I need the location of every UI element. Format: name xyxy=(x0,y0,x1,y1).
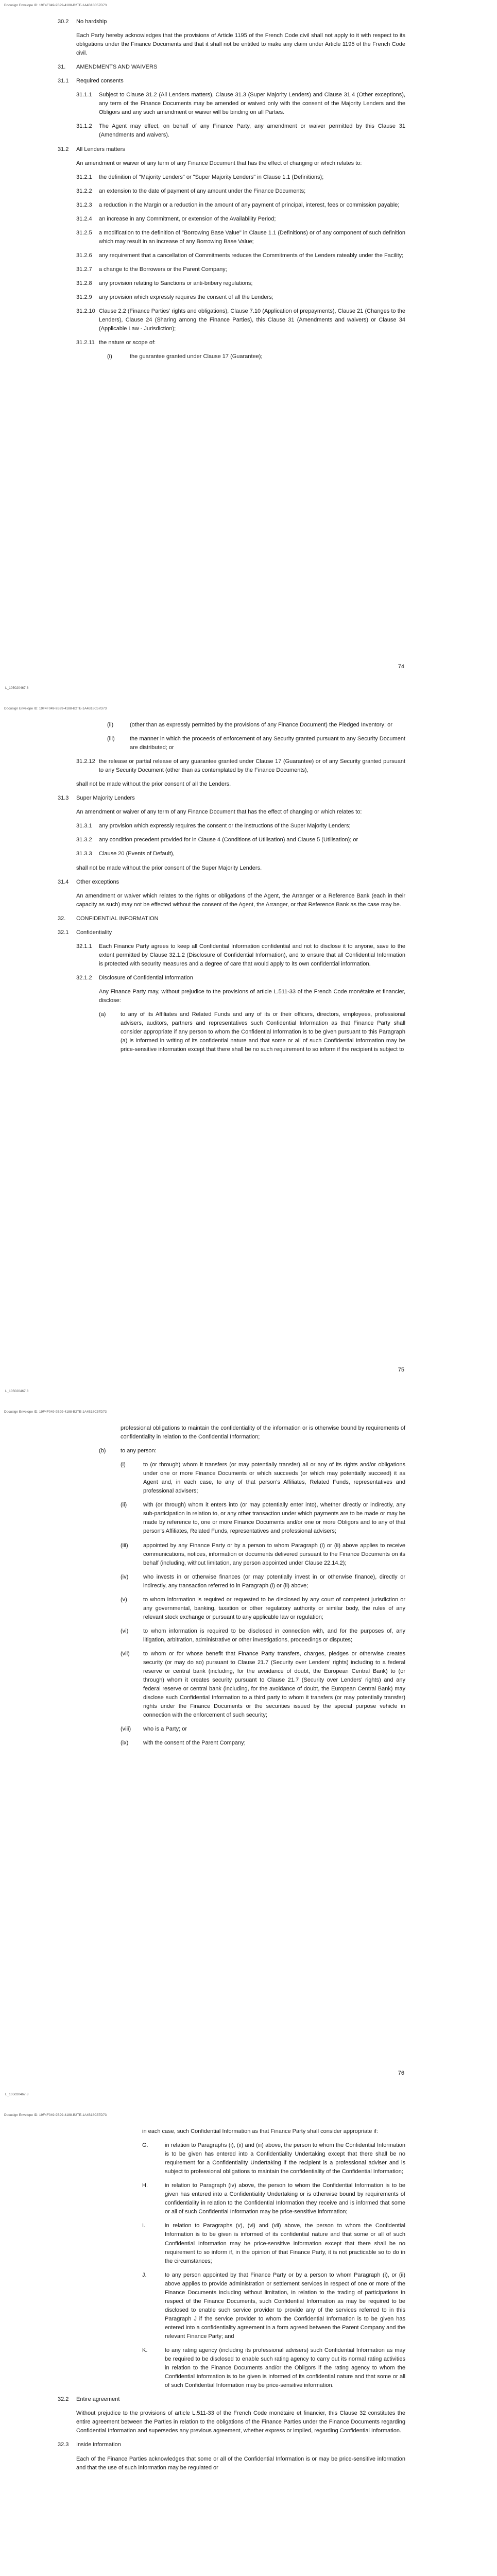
clause-number: (i) xyxy=(107,353,112,360)
clause-text: to whom information is required to be disclosed in connection with, and for the purposes of, any litigation, arbitration, administrative or other investigations, proceedings or disputes; xyxy=(143,1628,405,1643)
clause-text: Disclosure of Confidential Information xyxy=(99,974,193,981)
clause-number: 31.1 xyxy=(58,78,69,84)
clause-number: 32.1 xyxy=(58,929,69,936)
clause-number: (iv) xyxy=(121,1573,129,1580)
document-reference: L_105020467.8 xyxy=(5,686,29,690)
clause-text: Clause 20 (Events of Default), xyxy=(99,851,175,857)
sub-clause xyxy=(58,942,405,969)
clause-text: the definition of "Majority Lenders" or "Super Majority Lenders" in Clause 1.1 (Definitions); xyxy=(99,174,324,180)
clause-number: G. xyxy=(142,2142,148,2149)
clause-title: Confidentiality xyxy=(76,929,112,936)
list-item xyxy=(58,1596,405,1622)
clause-text: any requirement that a cancellation of Commitments reduces the Commitments of the Lenders rateably under the Facility; xyxy=(99,252,404,259)
clause-title: Other exceptions xyxy=(76,878,119,885)
clause-number: (ii) xyxy=(121,1502,127,1509)
clause-heading xyxy=(58,145,405,154)
clause-number: (iii) xyxy=(121,1542,128,1549)
page-content xyxy=(58,2127,405,2478)
clause-text: any condition precedent provided for in Clause 4 (Conditions of Utilisation) and Clause 5 (Utilisation); or xyxy=(99,837,358,843)
paragraph: professional obligations to maintain the confidentiality of the information or is otherwise bound by requirements of confidentiality in relation to the Confidential Information; xyxy=(121,1425,405,1440)
clause-heading xyxy=(58,928,405,937)
clause-text: any provision which expressly requires the consent of all the Lenders; xyxy=(99,294,273,301)
clause-heading xyxy=(58,914,405,923)
clause-title: Inside information xyxy=(76,2442,121,2448)
envelope-id: Docusign Envelope ID: 19F4F049-9B99-4188-B2TE-1A4B18C57D73 xyxy=(4,4,107,7)
clause-text: to any person: xyxy=(121,1448,157,1454)
page-number: 74 xyxy=(398,663,404,670)
clause-text: an extension to the date of payment of any amount under the Finance Documents; xyxy=(99,188,306,194)
page-content xyxy=(58,721,405,1059)
clause-title: CONFIDENTIAL INFORMATION xyxy=(76,915,159,922)
clause-number: 31.2.9 xyxy=(76,294,92,301)
clause-text: Clause 2.2 (Finance Parties' rights and obligations), Clause 7.10 (Application of prepayments), Clause 21 (Changes to the Lenders), Clause 24 (Sharing among the Finance Parties), this Clause 31 (Amendments and waivers) or Clause 34 (Applicable Law - Jurisdiction); xyxy=(99,308,405,332)
page-number: 75 xyxy=(398,1366,404,1373)
paragraph: Without prejudice to the provisions of article L.511-33 of the French Code monétaire et financier, this Clause 32 constitutes the entire agreement between the Parties in relation to the obligations of the Finance Parties under the Finance Documents regarding Confidential Information and supersedes any previous agreement, whether express or implied, regarding Confidential Information. xyxy=(76,2410,405,2434)
list-item xyxy=(58,2346,405,2390)
list-item xyxy=(58,1725,405,1734)
clause-number: 31.2.5 xyxy=(76,229,92,236)
clause-number: 31.3.3 xyxy=(76,851,92,857)
list-item xyxy=(58,251,405,260)
clause-heading xyxy=(58,63,405,72)
paragraph: Each of the Finance Parties acknowledges that some or all of the Confidential Information is or may be price-sensitive information and that the use of such information may be regulated or xyxy=(76,2455,405,2471)
clause-number: 31.2.11 xyxy=(76,340,95,346)
paragraph: An amendment or waiver of any term of any Finance Document that has the effect of changing or which relates to: xyxy=(76,160,362,166)
clause-heading xyxy=(58,794,405,803)
list-item xyxy=(58,279,405,288)
clause-number: (ii) xyxy=(107,722,114,728)
list-item xyxy=(58,757,405,775)
clause-text: the guarantee granted under Clause 17 (Guarantee); xyxy=(130,353,263,360)
list-item xyxy=(58,1461,405,1496)
clause-number: H. xyxy=(142,2182,148,2189)
clause-text: a reduction in the Margin or a reduction in the amount of any payment of principal, interest, fees or commission payable; xyxy=(99,201,400,208)
clause-number: 31.2.12 xyxy=(76,758,95,765)
list-item xyxy=(58,201,405,210)
list-item xyxy=(58,265,405,274)
paragraph: shall not be made without the prior consent of the Super Majority Lenders. xyxy=(76,865,262,871)
list-item xyxy=(58,721,405,730)
clause-number: (vi) xyxy=(121,1628,129,1634)
clause-number: K. xyxy=(142,2347,148,2354)
clause-number: 31.2.4 xyxy=(76,215,92,222)
clause-text: any provision relating to Sanctions or anti-bribery regulations; xyxy=(99,280,253,286)
clause-title: Super Majority Lenders xyxy=(76,795,135,802)
clause-number: 31.2 xyxy=(58,146,69,152)
clause-number: 31.2.1 xyxy=(76,174,92,180)
envelope-id: Docusign Envelope ID: 19F4F049-9B99-4188-B2TE-1A4B18C57D73 xyxy=(4,2113,107,2117)
clause-title: AMENDMENTS AND WAIVERS xyxy=(76,64,158,71)
clause-text: the release or partial release of any guarantee granted under Clause 17 (Guarantee) or of any Security granted pursuant to any Security Document (other than as contemplated by the Finance Documents), xyxy=(99,758,405,774)
clause-text: The Agent may effect, on behalf of any Finance Party, any amendment or waiver permitted by this Clause 31 (Amendments and waivers). xyxy=(99,123,405,139)
paragraph: An amendment or waiver of any term of any Finance Document that has the effect of changing or which relates to: xyxy=(76,809,362,816)
list-item xyxy=(58,2271,405,2341)
clause-text: Each Finance Party agrees to keep all Confidential Information confidential and not to disclose it to anyone, save to the extent permitted by Clause 32.1.2 (Disclosure of Confidential Information), and to ensure that all Confidential Information is protected with security measures and a degree of care that would apply to its own confidential information. xyxy=(99,943,405,967)
document-reference: L_105020467.8 xyxy=(5,2092,29,2096)
clause-text: an increase in any Commitment, or extension of the Availability Period; xyxy=(99,215,276,222)
list-item xyxy=(58,1739,405,1748)
clause-number: 32.1.1 xyxy=(76,943,92,950)
list-item xyxy=(58,2141,405,2176)
document-page xyxy=(0,703,497,1406)
list-item xyxy=(58,1447,405,1455)
clause-title: Entire agreement xyxy=(76,2396,120,2403)
clause-text: to (or through) whom it transfers (or may potentially transfer) all or any of its rights and/or obligations under one or more Finance Documents or which succeeds (or which may potentially succeed) it as Agent and, in each case, to any of that person's Affiliates, Related Funds, representatives and professional advisers; xyxy=(143,1462,405,1495)
clause-text: to any person appointed by that Finance Party or by a person to whom Paragraph (i), or (ii) above applies to provide administration or settlement services in respect of one or more of the Finance Documents including without limitation, in relation to the trading of participations in respect of the Finance Documents, such Confidential Information as may be required to be disclosed to enable such service provider to provide any of the services referred to in this Paragraph J if the service provider to whom the Confidential Information is to be given has entered into a confidentiality agreement in a form agreed between the Parent Company and the relevant Finance Party; and xyxy=(165,2272,405,2340)
clause-text: to whom information is required or requested to be disclosed by any court of competent jurisdiction or any governmental, banking, taxation or other regulatory authority or similar body, the rules of any relevant stock exchange or pursuant to any applicable law or regulation; xyxy=(143,1596,405,1620)
clause-number: (i) xyxy=(121,1462,126,1468)
clause-number: 31.2.3 xyxy=(76,201,92,208)
list-item xyxy=(58,307,405,333)
list-item xyxy=(58,1627,405,1645)
document-reference: L_105020467.8 xyxy=(5,1389,29,1393)
clause-title: No hardship xyxy=(76,19,107,25)
clause-number: (ix) xyxy=(121,1740,129,1747)
clause-number: J. xyxy=(142,2272,147,2278)
list-item xyxy=(58,1573,405,1590)
clause-number: 31. xyxy=(58,64,66,71)
clause-number: 31.3 xyxy=(58,795,69,802)
clause-heading xyxy=(58,18,405,26)
list-item xyxy=(58,2181,405,2216)
list-item xyxy=(58,822,405,831)
paragraph: Each Party hereby acknowledges that the provisions of Article 1195 of the French Code civil shall not apply to it with respect to its obligations under the Finance Documents and that it shall not be entitled to make any claim under Article 1195 of the French Code civil. xyxy=(76,32,405,57)
clause-number: 30.2 xyxy=(58,19,69,25)
clause-number: 31.1.1 xyxy=(76,92,92,98)
clause-number: (iii) xyxy=(107,736,115,742)
list-item xyxy=(58,293,405,302)
clause-number: 31.2.7 xyxy=(76,266,92,273)
clause-text: in relation to Paragraphs (i), (ii) and (iii) above, the person to whom the Confidential Information is to be given has entered into a Confidentiality Undertaking except that there shall be no requirement for a Confidentiality Undertaking if the recipient is a professional adviser and is subject to professional obligations to maintain the confidentiality of the Confidential Information; xyxy=(165,2142,405,2175)
clause-number: (viii) xyxy=(121,1726,131,1733)
sub-clause xyxy=(58,122,405,140)
list-item xyxy=(58,229,405,246)
clause-number: (a) xyxy=(99,1011,106,1018)
list-item xyxy=(58,1501,405,1536)
clause-number: 31.2.8 xyxy=(76,280,92,286)
clause-text: with (or through) whom it enters into (or may potentially enter into), whether directly or indirectly, any sub-participation in relation to, or any other transaction under which payments are to be made or may be made by reference to, one or more Finance Documents and/or one or more Obligors and to any of that person's Affiliates, Related Funds, representatives and professional advisers; xyxy=(143,1502,405,1535)
list-item xyxy=(58,735,405,752)
clause-text: who invests in or otherwise finances (or may potentially invest in or otherwise finance), directly or indirectly, any transaction referred to in Paragraph (i) or (ii) above; xyxy=(143,1573,405,1589)
clause-number: 31.3.1 xyxy=(76,823,92,829)
clause-text: with the consent of the Parent Company; xyxy=(143,1740,246,1747)
clause-text: a change to the Borrowers or the Parent Company; xyxy=(99,266,227,273)
clause-heading xyxy=(58,2395,405,2404)
envelope-id: Docusign Envelope ID: 19F4F049-9B99-4188-B2TE-1A4B18C57D73 xyxy=(4,1410,107,1414)
clause-number: 32.1.2 xyxy=(76,974,92,981)
document-page xyxy=(0,0,497,703)
clause-number: 32. xyxy=(58,915,66,922)
clause-number: (vii) xyxy=(121,1650,130,1657)
clause-text: who is a Party; or xyxy=(143,1726,187,1733)
clause-heading xyxy=(58,2441,405,2449)
clause-heading xyxy=(58,77,405,86)
list-item xyxy=(58,1650,405,1720)
list-item xyxy=(58,836,405,844)
clause-heading xyxy=(58,878,405,887)
sub-clause xyxy=(58,91,405,117)
list-item xyxy=(58,173,405,182)
clause-number: 32.3 xyxy=(58,2442,69,2448)
list-item xyxy=(58,338,405,347)
clause-text: Subject to Clause 31.2 (All Lenders matters), Clause 31.3 (Super Majority Lenders) and Clause 31.4 (Other exceptions), any term of the Finance Documents may be amended or waived only with the consent of the Majority Lenders and the Obligors and any such amendment or waiver will be binding on all Parties. xyxy=(99,92,405,116)
clause-number: (v) xyxy=(121,1596,127,1603)
clause-number: (b) xyxy=(99,1448,106,1454)
clause-text: to any of its Affiliates and Related Funds and any of its or their officers, directors, employees, professional advisers, auditors, partners and representatives such Confidential Information as that Finance Party shall consider appropriate if any person to whom the Confidential Information is to be given pursuant to this Paragraph (a) is informed in writing of its confidential nature and that some or all of such Confidential Information may be price-sensitive information except that there shall be no such requirement to so inform if the recipient is subject to xyxy=(121,1011,405,1053)
clause-number: I. xyxy=(142,2223,146,2229)
list-item xyxy=(58,187,405,196)
clause-text: appointed by any Finance Party or by a person to whom Paragraph (i) or (ii) above applies to receive communications, notices, information or documents delivered pursuant to the Finance Documents on its behalf (including, without limitation, any person appointed under Clause 22.14.2); xyxy=(143,1542,405,1566)
page-content xyxy=(58,18,405,366)
clause-text: the nature or scope of: xyxy=(99,340,156,346)
list-item xyxy=(58,215,405,224)
paragraph: in each case, such Confidential Information as that Finance Party shall consider appropriate if: xyxy=(142,2128,378,2134)
page-number: 76 xyxy=(398,2070,404,2076)
clause-text: to whom or for whose benefit that Finance Party transfers, charges, pledges or otherwise creates security (or may do so) pursuant to Clause 21.7 (Security over Lenders' rights) including to a federal reserve or central bank (including, for the avoidance of doubt, the European Central Bank) to (or through) whom it creates security pursuant to Clause 21.7 (Security over Lenders' rights) and any federal reserve or central bank (including, for the avoidance of doubt, the European Central Bank) may disclose such Confidential Information to a third party to whom it transfers (or may potentially transfer) rights under the Finance Documents or the securities issued by the special purpose vehicle in connection with the enforcement of such security; xyxy=(143,1650,405,1719)
clause-title: Required consents xyxy=(76,78,124,84)
paragraph: Any Finance Party may, without prejudice to the provisions of article L.511-33 of the French Code monétaire et financier, disclose: xyxy=(99,988,405,1004)
clause-text: a modification to the definition of "Borrowing Base Value" in Clause 1.1 (Definitions) or of any component of such definition which may result in an increase of any Borrowing Base Value; xyxy=(99,229,405,245)
list-item xyxy=(58,352,405,361)
page-content xyxy=(58,1424,405,1753)
list-item xyxy=(58,1010,405,1054)
clause-number: 32.2 xyxy=(58,2396,69,2403)
clause-text: the manner in which the proceeds of enforcement of any Security granted pursuant to any Security Document are distributed; or xyxy=(130,736,405,751)
clause-number: 31.3.2 xyxy=(76,837,92,843)
clause-number: 31.2.6 xyxy=(76,252,92,259)
paragraph: An amendment or waiver which relates to the rights or obligations of the Agent, the Arranger or a Reference Bank (each in their capacity as such) may not be effected without the consent of the Agent, the Arranger, or that Reference Bank as the case may be. xyxy=(76,892,405,908)
envelope-id: Docusign Envelope ID: 19F4F049-9B99-4188-B2TE-1A4B18C57D73 xyxy=(4,707,107,710)
list-item xyxy=(58,850,405,858)
list-item xyxy=(58,2222,405,2265)
list-item xyxy=(58,1541,405,1568)
clause-number: 31.2.2 xyxy=(76,188,92,194)
sub-clause xyxy=(58,974,405,982)
clause-title: All Lenders matters xyxy=(76,146,125,152)
clause-text: (other than as expressly permitted by the provisions of any Finance Document) the Pledged Inventory; or xyxy=(130,722,392,728)
clause-text: in relation to Paragraphs (v), (vi) and (vii) above, the person to whom the Confidential Information is to be given is informed of its confidential nature and that some or all of such Confidential Information may be price-sensitive information except that there shall be no requirement to so inform if, in the opinion of that Finance Party, it is not practicable so to do in the circumstances; xyxy=(165,2223,405,2264)
clause-text: to any rating agency (including its professional advisers) such Confidential Information as may be required to be disclosed to enable such rating agency to carry out its normal rating activities in relation to the Finance Documents and/or the Obligors if the rating agency to whom the Confidential Information is to be given is informed of its confidential nature and that some or all of such Confidential Information may be price-sensitive information. xyxy=(165,2347,405,2389)
clause-number: 31.1.2 xyxy=(76,123,92,130)
paragraph: shall not be made without the prior consent of all the Lenders. xyxy=(76,781,231,788)
document-page xyxy=(0,2110,497,2576)
clause-text: any provision which expressly requires the consent or the instructions of the Super Majority Lenders; xyxy=(99,823,351,829)
clause-number: 31.4 xyxy=(58,878,69,885)
clause-number: 31.2.10 xyxy=(76,308,95,315)
clause-text: in relation to Paragraph (iv) above, the person to whom the Confidential Information is to be given has entered into a Confidentiality Undertaking or is otherwise bound by requirements of confidentiality in relation to the Confidential Information they receive and is informed that some or all of such Confidential Information may be price-sensitive information; xyxy=(165,2182,405,2215)
document-page xyxy=(0,1406,497,2110)
